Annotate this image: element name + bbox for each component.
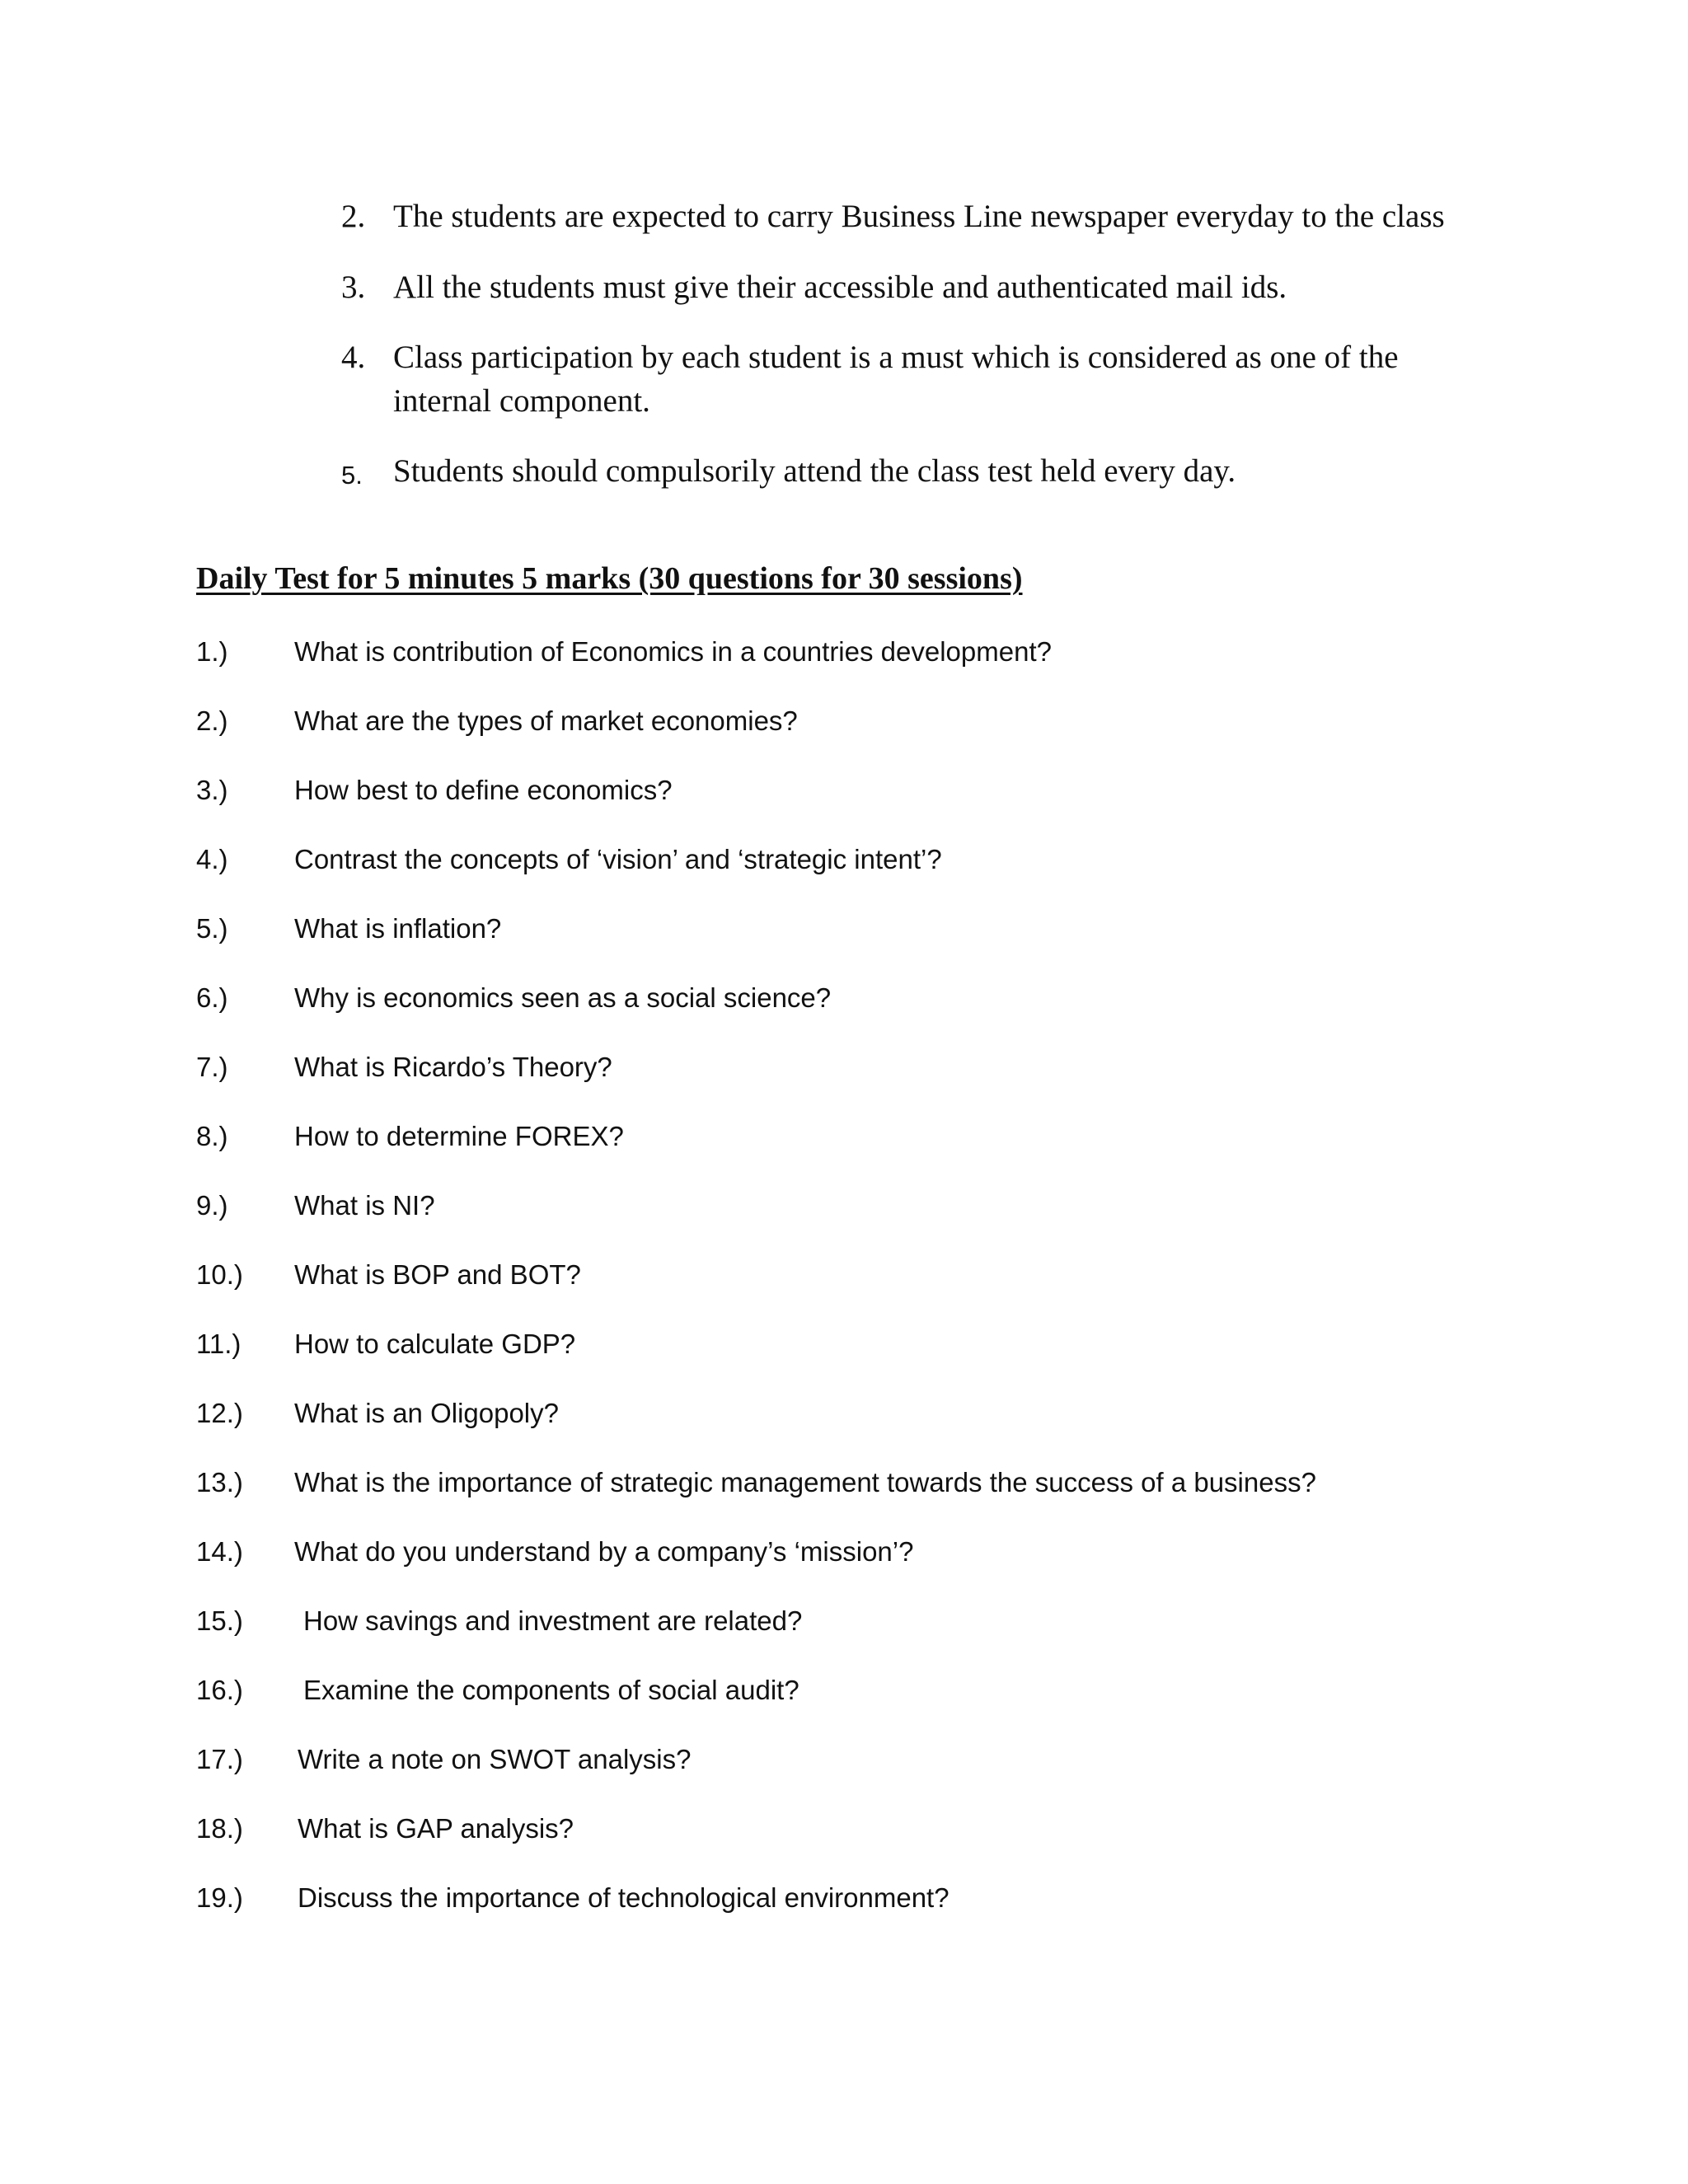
question-text: Discuss the importance of technological environment?: [298, 1882, 950, 1913]
question-text: What is NI?: [294, 1190, 435, 1221]
rule-number: 5.: [341, 461, 363, 490]
section-heading: Daily Test for 5 minutes 5 marks (30 questions for 30 sessions): [196, 561, 1023, 596]
rule-number: 2.: [341, 199, 366, 234]
question-text: What is BOP and BOT?: [294, 1259, 581, 1290]
question-number: 13.): [196, 1467, 243, 1497]
rule-text: Students should compulsorily attend the class test held every day.: [393, 453, 1236, 489]
question-number: 9.): [196, 1190, 228, 1221]
question-number: 5.): [196, 913, 228, 944]
question-text: What is contribution of Economics in a countries development?: [294, 636, 1052, 667]
question-number: 11.): [196, 1329, 241, 1359]
question-text: What is an Oligopoly?: [294, 1398, 559, 1428]
question-number: 4.): [196, 844, 228, 874]
question-number: 19.): [196, 1882, 243, 1913]
question-number: 6.): [196, 982, 228, 1013]
question-number: 16.): [196, 1675, 243, 1705]
question-text: Why is economics seen as a social science?: [294, 982, 832, 1013]
question-text: Write a note on SWOT analysis?: [298, 1744, 692, 1774]
rule-number: 3.: [341, 269, 366, 305]
rule-text: The students are expected to carry Business Line newspaper everyday to the class: [393, 199, 1445, 234]
question-number: 8.): [196, 1121, 228, 1151]
question-number: 7.): [196, 1052, 228, 1082]
question-text: What is inflation?: [294, 913, 502, 944]
question-number: 17.): [196, 1744, 243, 1774]
question-number: 14.): [196, 1536, 243, 1567]
question-text: Contrast the concepts of ‘vision’ and ‘strategic intent’?: [294, 844, 942, 874]
rule-text: All the students must give their accessible and authenticated mail ids.: [393, 269, 1287, 305]
question-text: What is the importance of strategic management towards the success of a business?: [294, 1467, 1316, 1497]
question-text: Examine the components of social audit?: [303, 1675, 799, 1705]
question-text: What is GAP analysis?: [298, 1813, 574, 1844]
question-number: 12.): [196, 1398, 243, 1428]
question-text: How savings and investment are related?: [303, 1605, 803, 1636]
question-text: What do you understand by a company’s ‘mission’?: [294, 1536, 914, 1567]
question-number: 15.): [196, 1605, 243, 1636]
question-number: 18.): [196, 1813, 243, 1844]
question-text: How to determine FOREX?: [294, 1121, 624, 1151]
rule-number: 4.: [341, 340, 366, 375]
question-text: What are the types of market economies?: [294, 705, 798, 736]
question-number: 3.): [196, 775, 228, 805]
question-text: How to calculate GDP?: [294, 1329, 576, 1359]
question-text: How best to define economics?: [294, 775, 673, 805]
question-number: 2.): [196, 705, 228, 736]
question-text: What is Ricardo’s Theory?: [294, 1052, 612, 1082]
question-number: 1.): [196, 636, 228, 667]
rule-text: Class participation by each student is a must which is considered as one of the internal component.: [393, 340, 1399, 419]
question-number: 10.): [196, 1259, 243, 1290]
